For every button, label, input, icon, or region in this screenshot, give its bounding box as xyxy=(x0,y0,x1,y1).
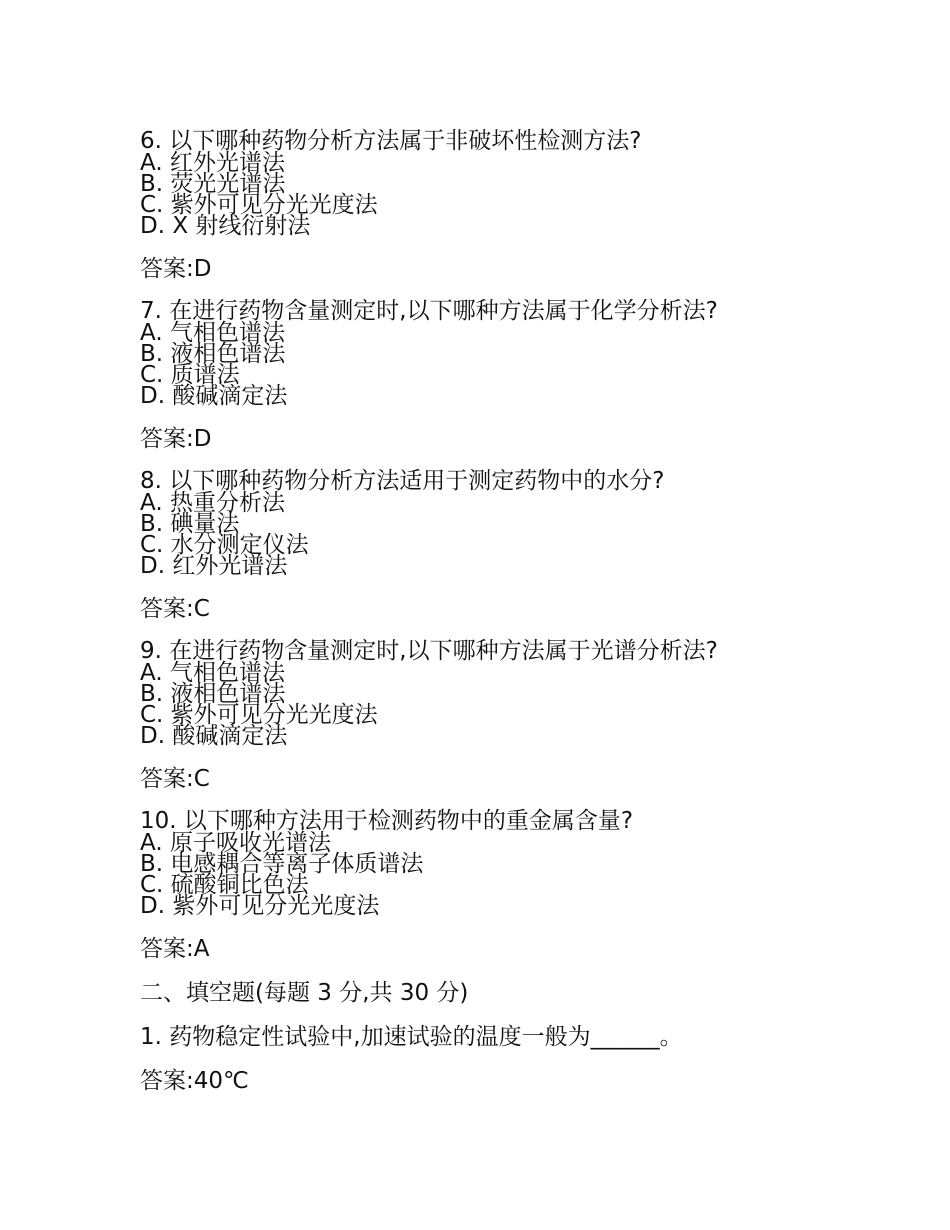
question-text: 10. 以下哪种方法用于检测药物中的重金属含量? xyxy=(140,808,634,834)
option-b: B. 电感耦合等离子体质谱法 xyxy=(140,851,424,877)
option-c: C. 紫外可见分光光度法 xyxy=(140,702,378,728)
option-b: B. 荧光光谱法 xyxy=(140,171,286,197)
option-d: D. 红外光谱法 xyxy=(140,553,288,579)
option-a: A. 红外光谱法 xyxy=(140,150,285,176)
option-d: D. 酸碱滴定法 xyxy=(140,383,288,409)
answer-text: 答案:C xyxy=(140,766,210,792)
question-8 xyxy=(140,470,900,623)
question-9 xyxy=(140,640,900,793)
option-c: C. 质谱法 xyxy=(140,362,240,388)
fill-question: 1. 药物稳定性试验中,加速试验的温度一般为______。 xyxy=(140,1024,683,1050)
option-d: D. 紫外可见分光光度法 xyxy=(140,893,380,919)
question-text: 7. 在进行药物含量测定时,以下哪种方法属于化学分析法? xyxy=(140,298,718,324)
question-text: 9. 在进行药物含量测定时,以下哪种方法属于光谱分析法? xyxy=(140,638,718,664)
option-a: A. 气相色谱法 xyxy=(140,660,285,686)
document-page xyxy=(140,130,900,1095)
option-c: C. 紫外可见分光光度法 xyxy=(140,192,378,218)
option-b: B. 液相色谱法 xyxy=(140,681,286,707)
question-7 xyxy=(140,300,900,453)
option-b: B. 液相色谱法 xyxy=(140,341,286,367)
question-6 xyxy=(140,130,900,283)
answer-text: 答案:C xyxy=(140,596,210,622)
question-text: 6. 以下哪种药物分析方法属于非破坏性检测方法? xyxy=(140,128,642,154)
answer-text: 答案:D xyxy=(140,256,212,282)
answer-text: 答案:D xyxy=(140,426,212,452)
option-d: D. 酸碱滴定法 xyxy=(140,723,288,749)
option-b: B. 碘量法 xyxy=(140,511,240,537)
question-text: 8. 以下哪种药物分析方法适用于测定药物中的水分? xyxy=(140,468,665,494)
option-c: C. 硫酸铜比色法 xyxy=(140,872,309,898)
option-c: C. 水分测定仪法 xyxy=(140,532,309,558)
answer-text: 答案:A xyxy=(140,936,210,962)
option-a: A. 气相色谱法 xyxy=(140,320,285,346)
section-title: 二、填空题(每题 3 分,共 30 分) xyxy=(140,980,469,1006)
option-a: A. 热重分析法 xyxy=(140,490,285,516)
question-10 xyxy=(140,810,900,963)
fill-answer: 答案:40℃ xyxy=(140,1068,249,1094)
option-d: D. X 射线衍射法 xyxy=(140,213,311,239)
option-a: A. 原子吸收光谱法 xyxy=(140,830,331,856)
